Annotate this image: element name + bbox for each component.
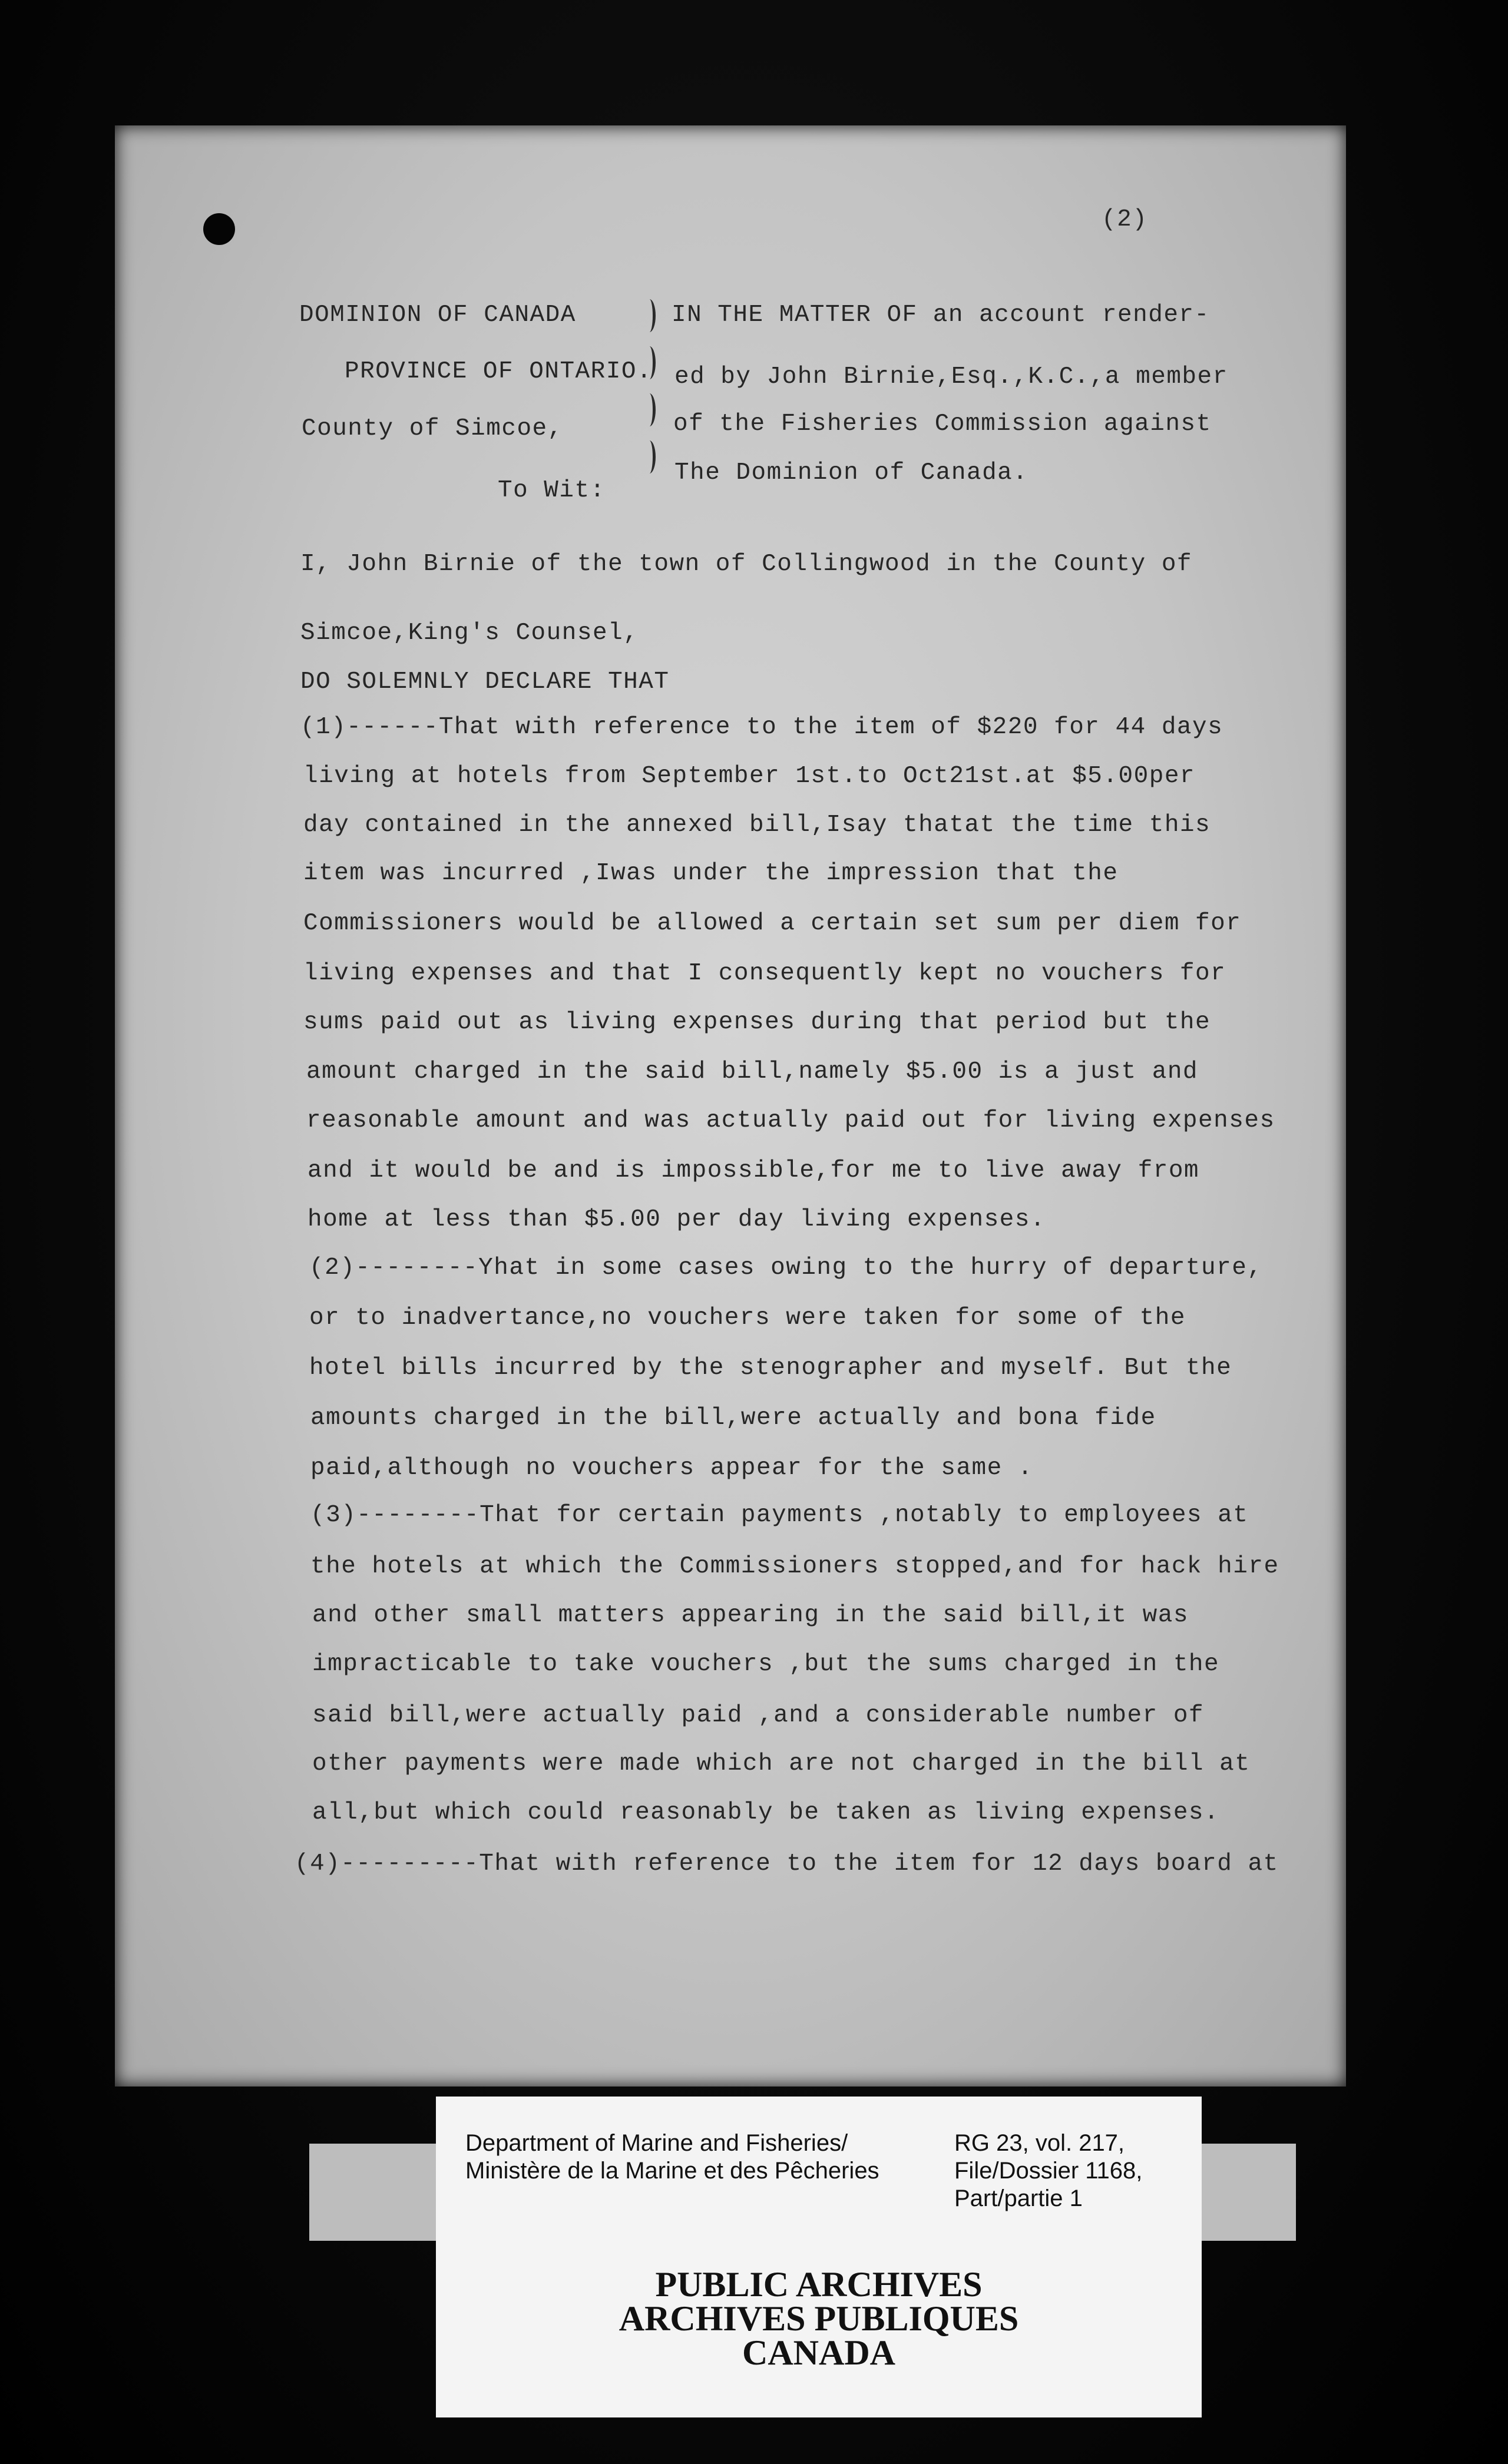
body-line: day contained in the annexed bill,Isay thatat the time this xyxy=(303,812,1211,839)
body-line: I, John Birnie of the town of Collingwood in the County of xyxy=(300,551,1193,578)
label-department xyxy=(465,2129,879,2185)
archive-label xyxy=(436,2097,1202,2417)
body-line: sums paid out as living expenses during that period but the xyxy=(303,1009,1211,1036)
body-line: other payments were made which are not charged in the bill at xyxy=(312,1750,1251,1777)
header-right-line-3: of the Fisheries Commission against xyxy=(673,410,1212,438)
body-line: all,but which could reasonably be taken as living expenses. xyxy=(312,1799,1220,1826)
label-reference-file: File/Dossier 1168, xyxy=(954,2158,1143,2184)
label-archives-en: PUBLIC ARCHIVES xyxy=(655,2265,983,2304)
body-line: (2)--------Yhat in some cases owing to the hurry of departure, xyxy=(309,1254,1263,1281)
label-department-en: Department of Marine and Fisheries/ xyxy=(465,2130,848,2156)
label-reference xyxy=(954,2129,1142,2213)
body-line: hotel bills incurred by the stenographer and myself. But the xyxy=(309,1354,1232,1382)
body-line: the hotels at which the Commissioners stopped,and for hack hire xyxy=(310,1553,1279,1580)
label-strip-right xyxy=(1196,2144,1296,2241)
header-left-line-1: DOMINION OF CANADA xyxy=(299,302,576,329)
body-line: said bill,were actually paid ,and a considerable number of xyxy=(312,1702,1205,1729)
body-line: living expenses and that I consequently kept no vouchers for xyxy=(303,960,1226,987)
body-line: paid,although no vouchers appear for the same . xyxy=(310,1455,1033,1482)
label-archives-title xyxy=(436,2267,1202,2370)
header-brace xyxy=(643,299,655,488)
body-line: living at hotels from September 1st.to Oct21st.at $5.00per xyxy=(303,763,1196,790)
label-reference-part: Part/partie 1 xyxy=(954,2185,1083,2211)
body-line: item was incurred ,Iwas under the impression that the xyxy=(303,860,1119,887)
header-left-line-3: County of Simcoe, xyxy=(302,415,563,442)
body-line: Commissioners would be allowed a certain set sum per diem for xyxy=(303,910,1242,937)
body-line: reasonable amount and was actually paid out for living expenses xyxy=(306,1107,1275,1134)
header-left-line-2: PROVINCE OF ONTARIO. xyxy=(345,358,653,385)
body-line: (3)--------That for certain payments ,notably to employees at xyxy=(310,1502,1249,1529)
body-line: or to inadvertance,no vouchers were taken for some of the xyxy=(309,1304,1186,1332)
body-line: and it would be and is impossible,for me to live away from xyxy=(307,1157,1200,1184)
punch-hole xyxy=(203,213,235,245)
header-left-line-4: To Wit: xyxy=(498,477,606,504)
body-line: (4)---------That with reference to the item for 12 days board at xyxy=(295,1850,1279,1877)
label-archives-country: CANADA xyxy=(742,2333,895,2372)
body-line: Simcoe,King's Counsel, xyxy=(300,620,639,647)
body-line: DO SOLEMNLY DECLARE THAT xyxy=(300,668,670,696)
label-strip-left xyxy=(309,2144,442,2241)
header-right-line-4: The Dominion of Canada. xyxy=(674,459,1029,486)
header-right-line-1: IN THE MATTER OF an account render- xyxy=(672,302,1210,329)
page-number: (2) xyxy=(1102,206,1148,233)
body-line: and other small matters appearing in the said bill,it was xyxy=(312,1602,1189,1629)
label-department-fr: Ministère de la Marine et des Pêcheries xyxy=(465,2158,879,2184)
header-right-line-2: ed by John Birnie,Esq.,K.C.,a member xyxy=(674,363,1228,390)
label-archives-fr: ARCHIVES PUBLIQUES xyxy=(619,2299,1019,2338)
body-line: (1)------That with reference to the item of $220 for 44 days xyxy=(300,714,1223,741)
label-reference-rg: RG 23, vol. 217, xyxy=(954,2130,1125,2156)
body-line: home at less than $5.00 per day living expenses. xyxy=(307,1206,1046,1233)
body-line: amounts charged in the bill,were actually and bona fide xyxy=(310,1405,1156,1432)
body-line: amount charged in the said bill,namely $5.00 is a just and xyxy=(306,1058,1199,1085)
body-line: impracticable to take vouchers ,but the sums charged in the xyxy=(312,1651,1220,1678)
